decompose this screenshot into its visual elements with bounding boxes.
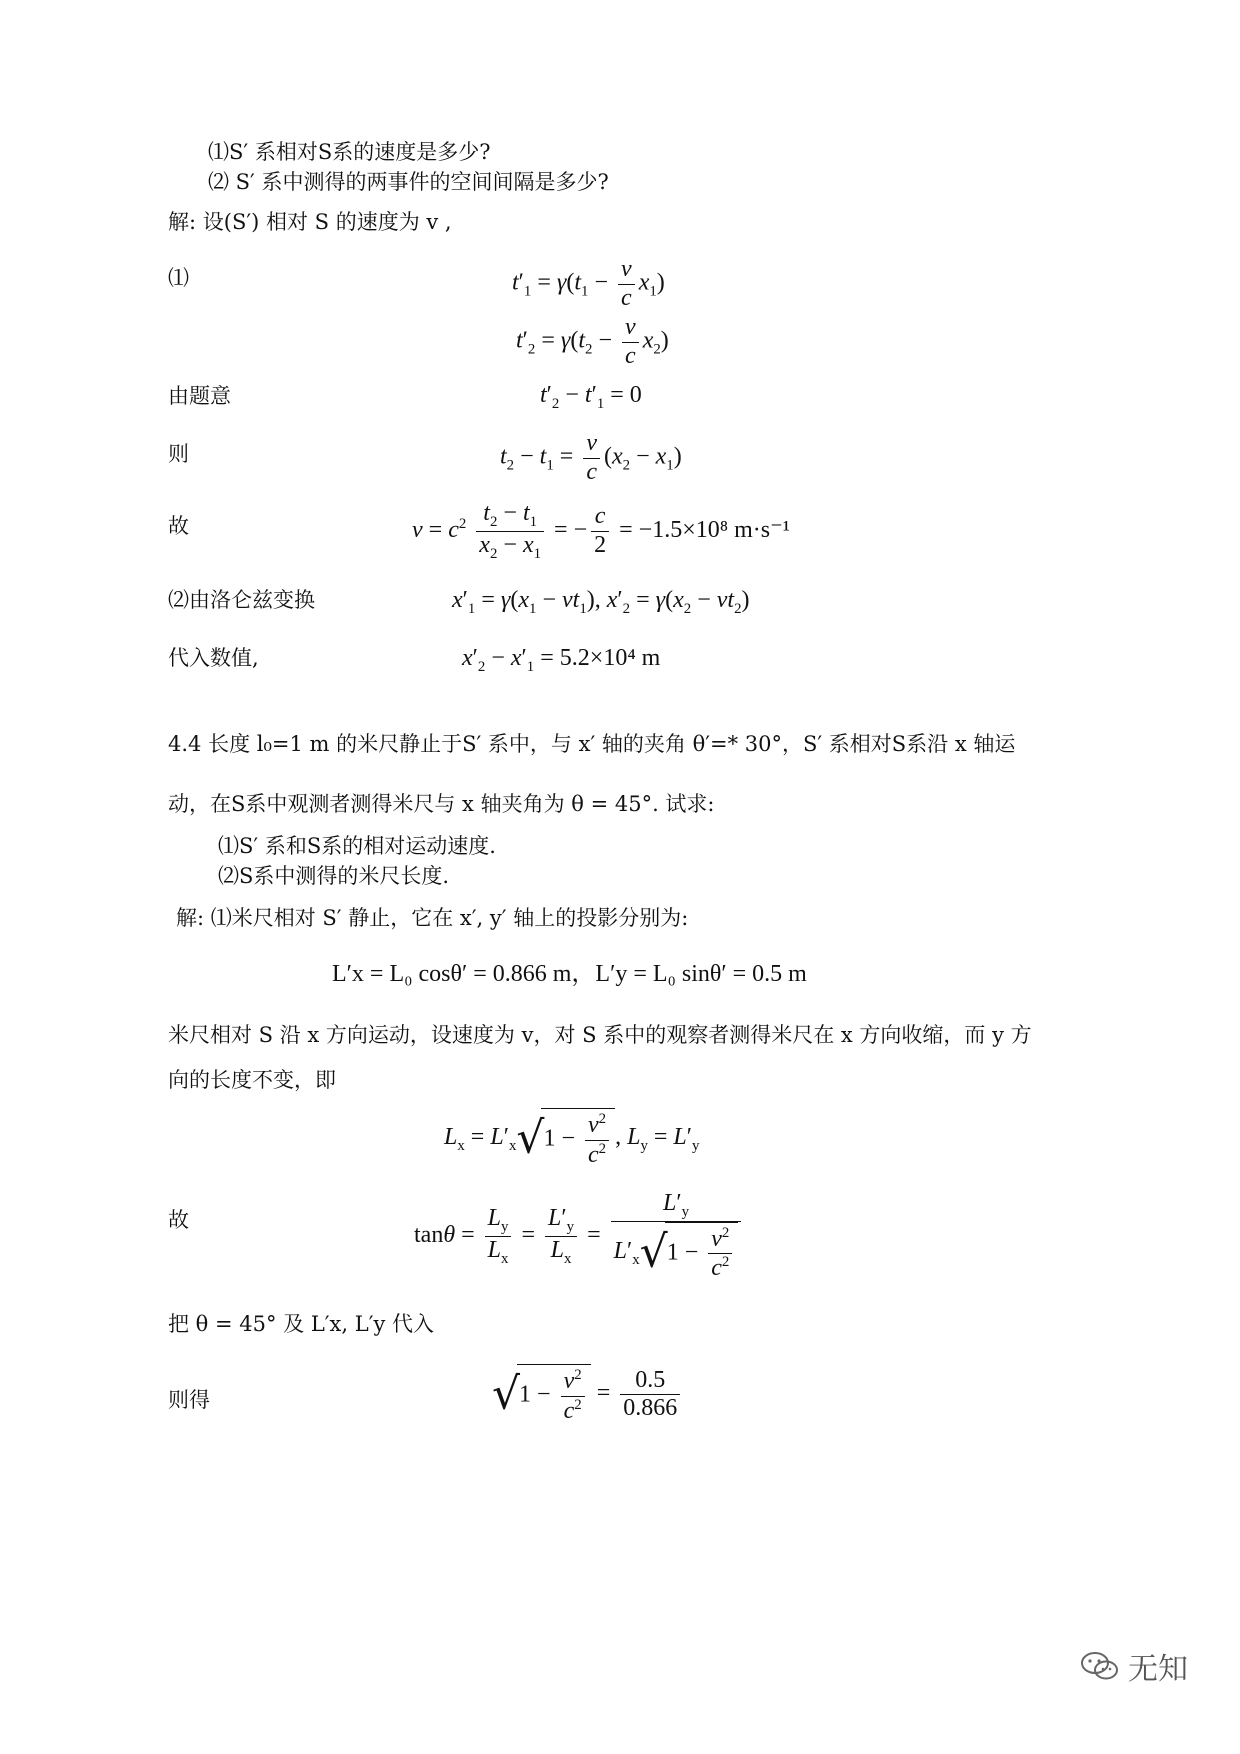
wechat-icon xyxy=(1080,1650,1120,1682)
solution-2-intro: 解: ⑴米尺相对 S′ 静止，它在 x′, y′ 轴上的投影分别为: xyxy=(176,906,689,930)
eq-dt: $t_2 - t_1$ = $\frac{v}{c}$ $(x_2 - x_1)$ xyxy=(500,430,682,485)
eq-tan-theta: tanθ = $\frac{L_y}{L_x}$ = $\frac{L'_y}{L_x}$ = $L'_y$ $L'_x√1$ − $\frac{v^2}{c^2}$ xyxy=(414,1190,745,1283)
part-1-label: ⑴ xyxy=(168,266,189,290)
solution-intro: 解: 设(S′) 相对 S 的速度为 v , xyxy=(168,210,452,234)
paragraph-line-1: 米尺相对 S 沿 x 方向运动，设速度为 v，对 S 系中的观察者测得米尺在 x 方向收缩，而 y 方 xyxy=(168,1023,1032,1047)
eq-dt-prime-zero: $t'_2 - t'_1 = 0$ xyxy=(540,382,642,412)
eq-lx: $L_x = L'_x√1$ − $\frac{v^2}{c^2}$ , $L_y = L'_y$ xyxy=(444,1108,699,1169)
eq-t1-prime: $t'_1 = \gamma(t_1$ − $\frac{v}{c}$ $x_1$) xyxy=(512,256,665,311)
eq-v: $v = c^2$ $\frac{t_2 - t_1}{x_2 - x_1}$ = − $\frac{c}{2}$ = −1.5×10⁸ m·s⁻¹ xyxy=(412,500,790,562)
ratio-denominator: 0.866 xyxy=(623,1395,678,1422)
eq-dx-prime: $x'_2 - x'_1 = 5.2\times 10^4$ m xyxy=(462,645,661,675)
ratio-numerator: 0.5 xyxy=(620,1367,680,1396)
substitute-label: 代入数值, xyxy=(168,646,259,670)
question-3: ⑴S′ 系和S系的相对运动速度. xyxy=(218,834,496,858)
paragraph-line-2: 向的长度不变，即 xyxy=(168,1068,336,1092)
eq-v-result: −1.5×10⁸ m·s⁻¹ xyxy=(638,516,790,543)
put-theta-line: 把 θ = 45° 及 L′x, L′y 代入 xyxy=(168,1312,434,1336)
problem-4-4-line-2: 动，在S系中观测者测得米尺与 x 轴夹角为 θ = 45°. 试求: xyxy=(168,792,715,816)
part-2-label: ⑵由洛仑兹变换 xyxy=(168,588,315,612)
by-meaning-label: 由题意 xyxy=(168,384,231,408)
question-2: ⑵ S′ 系中测得的两事件的空间间隔是多少? xyxy=(208,170,609,194)
eq-final-ratio: √1 − $\frac{v^2}{c^2}$ = $\frac{0.5}{0.866}$ xyxy=(492,1364,684,1425)
question-1: ⑴S′ 系相对S系的速度是多少? xyxy=(208,140,491,164)
then-label: 则 xyxy=(168,442,189,466)
eq-dx-result: 5.2×10⁴ m xyxy=(559,645,661,671)
watermark-text: 无知 xyxy=(1128,1652,1188,1687)
therefore-label: 故 xyxy=(168,514,189,538)
therefore-2-label: 故 xyxy=(168,1208,189,1232)
eq-lorentz-x: $x'_1 = \gamma(x_1 - vt_1)$, $x'_2 = \gamma(x_2 - vt_2)$ xyxy=(452,587,750,617)
watermark xyxy=(1080,1644,1188,1688)
eq-projections: L′x = L₀ cosθ′ = 0.866 m，L′y = L₀ sinθ′ = 0.5 m xyxy=(332,961,807,987)
eq-t2-prime: $t'_2 = \gamma(t_2$ − $\frac{v}{c}$ $x_2$) xyxy=(516,314,669,369)
problem-4-4-line-1: 4.4 长度 l₀=1 m 的米尺静止于S′ 系中，与 x′ 轴的夹角 θ′=* 30°，S′ 系相对S系沿 x 轴运 xyxy=(168,732,1016,756)
question-4: ⑵S系中测得的米尺长度. xyxy=(218,864,450,888)
then-get-label: 则得 xyxy=(168,1388,210,1412)
